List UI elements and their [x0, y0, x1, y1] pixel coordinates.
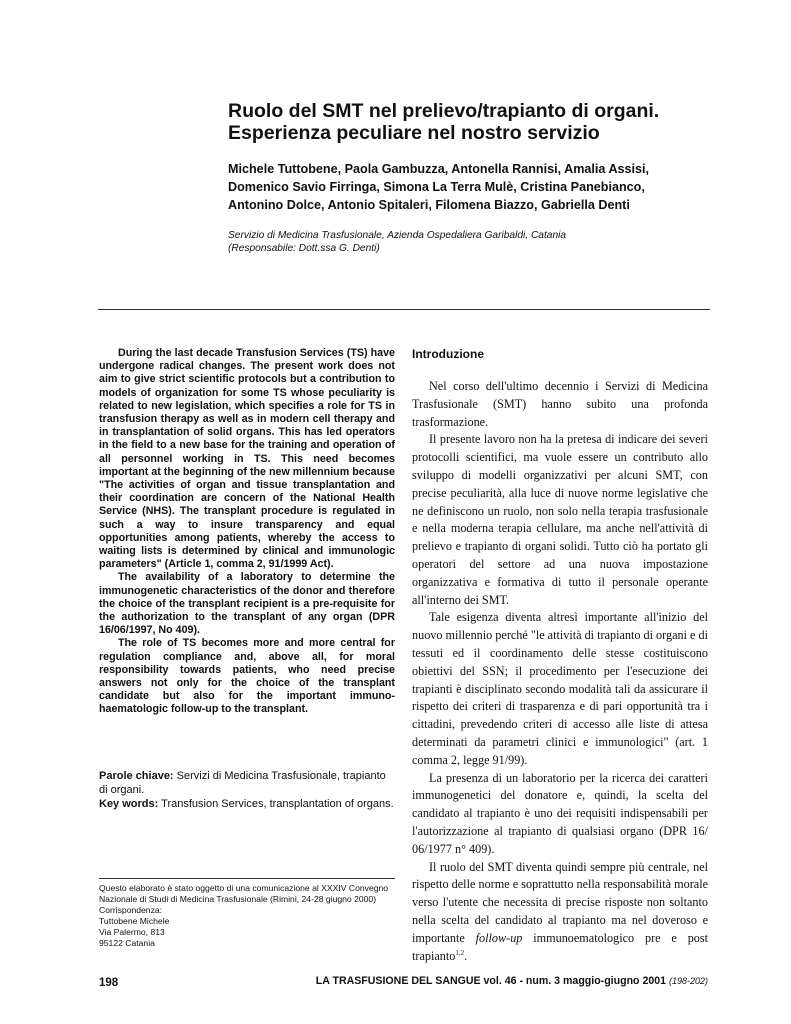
body-emphasis: follow-up [475, 930, 523, 945]
body-text: . [464, 948, 468, 963]
authors-line-2: Domenico Savio Firringa, Simona La Terra Mulè, Cristina Panebianco, [228, 180, 645, 194]
footnote-line: Questo elaborato è stato oggetto di una comunicazione al XXXIV Convegno [99, 883, 389, 893]
page-number: 198 [99, 977, 119, 989]
body-paragraph: Nel corso dell'ultimo decennio i Servizi di Medicina Trasfusionale (SMT) hanno subito una profonda trasformazione. [412, 379, 708, 429]
affiliation [228, 229, 708, 255]
title-line-1: Ruolo del SMT nel prelievo/trapianto di organi. [228, 100, 660, 122]
footnote-line: Nazionale di Studi di Medicina Trasfusionale (Rimini, 24-28 giugno 2000) [99, 894, 377, 904]
body-paragraph: La presenza di un laboratorio per la ricerca dei caratteri immunogenetici del donatore e, quindi, la scelta del candidato al trapianto è uno dei requisiti indispensabili per l'autorizzazione al trapianto di qualsiasi organo (DPR 16/ 06/1977 n° 409). [412, 770, 708, 856]
title-line-2: Esperienza peculiare nel nostro servizio [228, 122, 600, 144]
affiliation-line-2: (Responsabile: Dott.ssa G. Denti) [228, 243, 380, 254]
keywords-italian [99, 770, 395, 797]
body-paragraph [412, 859, 708, 966]
footnote [99, 883, 399, 949]
abstract-paragraph: The role of TS becomes more and more central for regulation compliance and, above all, for moral responsibility towards patients, who need precise answers not only for the choice of the transplant candidate but also for the important immuno-haematologic follow-up to the transplant. [99, 637, 395, 716]
footnote-line: 95122 Catania [99, 938, 155, 948]
article-title [228, 100, 748, 144]
footnote-line: Corrispondenza: [99, 905, 163, 915]
affiliation-line-1: Servizio di Medicina Trasfusionale, Azienda Ospedaliera Garibaldi, Catania [228, 230, 567, 241]
journal-footer [300, 975, 708, 987]
abstract-paragraph: During the last decade Transfusion Services (TS) have undergone radical changes. The present work does not aim to give strict scientific protocols but a contribution to models of organization for some TS whose peculiarity is related to new legislation, which specifies a role for TS in transfusion therapy as well as in modern cell therapy and in transplantation of solid organs. This has led operators in the field to a new base for the training and operation of all personnel working in TS. This need becomes important at the beginning of the new millennium because "The activities of organ and tissue transplantation and their coordination are concern of the National Health Service (NHS). The transplant procedure is regulated in such a way to insure transparency and equal opportunities among patients, whereby the access to waiting lists is determined by clinical and immunologic parameters" (Article 1, comma 2, 91/1999 Act). [99, 347, 395, 571]
journal-citation: LA TRASFUSIONE DEL SANGUE vol. 46 - num. 3 maggio-giugno 2001 [315, 975, 669, 987]
body-text: immunoematologico pre e post trapianto [412, 930, 709, 963]
page-range: (198-202) [668, 976, 708, 986]
keywords-english [99, 798, 395, 812]
abstract-paragraph: The availability of a laboratory to determine the immunogenetic characteristics of the donor and therefore the choice of the transplant recipient is a pre-requisite for the authorization to the transplant of any organ (DPR 16/06/1997, No 409). [99, 571, 395, 637]
authors-line-1: Michele Tuttobene, Paola Gambuzza, Antonella Rannisi, Amalia Assisi, [228, 162, 650, 176]
body-text: Il ruolo del SMT diventa quindi sempre più centrale, nel rispetto delle norme e soprattutto nella responsabilità morale verso l'utente che necessita di precise risposte non soltanto nella scelta del candidato al trapianto ma nel doveroso e importante [412, 859, 708, 945]
author-list [228, 160, 708, 214]
footnote-divider [99, 878, 395, 879]
body-paragraph: Il presente lavoro non ha la pretesa di indicare dei severi protocolli scientifici, ma vuole essere un contributo allo sviluppo di modelli organizzativi per alcuni SMT, con precise peculiarità, alla luce di nuove norme legislative che ne definiscono un ruolo, non solo nella terapia trasfusionale e nella moderna terapia cellulare, ma anche nell'attività di prelievo e trapianto di organi solidi. Tutto ciò ha portato gli operatori del settore ad una nuova impostazione organizzativa e formativa di tutto il personale operante all'interno dei SMT. [412, 432, 708, 607]
introduction-body [412, 378, 708, 965]
keywords-block [99, 770, 395, 813]
footnote-line: Tuttobene Michele [99, 916, 170, 926]
keywords-italian-text: Servizi di Medicina Trasfusionale, trapianto di organi. [99, 770, 386, 796]
citation-superscript: 1,2 [455, 948, 465, 957]
footnote-line: Via Palermo, 813 [99, 927, 165, 937]
abstract [99, 347, 395, 717]
body-paragraph: Tale esigenza diventa altresì importante all'inizio del nuovo millennio perché "le attività di trapianto di organi e di tessuti ed il coordinamento delle stesse costituiscono obiettivi del SSN; il procedimento per l'esecuzione dei trapianti è disciplinato secondo modalità tali da assicurare il rispetto dei criteri di trasparenza e di pari opportunità tra i cittadini, prevedendo criteri di accesso alle liste di attesa determinati da parametri clinici e immunologici" (art. 1 comma 2, legge 91/99). [412, 610, 708, 767]
authors-line-3: Antonino Dolce, Antonio Spitaleri, Filomena Biazzo, Gabriella Denti [228, 198, 630, 212]
header-divider [98, 309, 710, 310]
keywords-italian-label: Parole chiave: [99, 770, 174, 782]
keywords-english-label: Key words: [99, 798, 159, 810]
section-heading-introduzione: Introduzione [412, 347, 484, 361]
keywords-english-text: Transfusion Services, transplantation of organs. [158, 798, 394, 810]
